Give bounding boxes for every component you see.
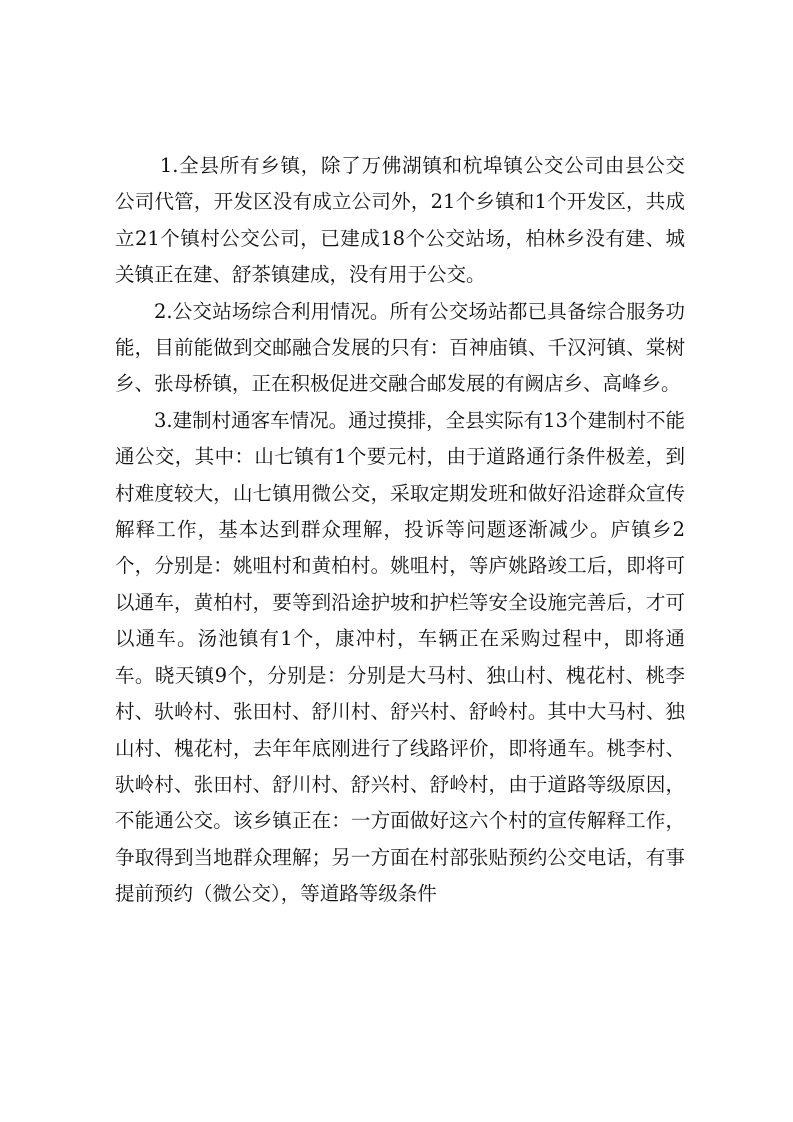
paragraph-2: 2.公交站场综合利用情况。所有公交场站都已具备综合服务功能，目前能做到交邮融合发展的只有：百神庙镇、千汉河镇、棠树乡、张母桥镇，正在积极促进交融合邮发展的有阙店乡、高峰乡。	[115, 299, 685, 396]
paragraph-3: 3.建制村通客车情况。通过摸排，全县实际有13个建制村不能通公交，其中：山七镇有1个要元村，由于道路通行条件极差，到村难度较大，山七镇用微公交，采取定期发班和做好沿途群众宣传解释工作，基本达到群众理解，投诉等问题逐渐减少。庐镇乡2个，分别是：姚咀村和黄柏村。姚咀村，等庐姚路竣工后，即将可以通车，黄柏村，要等到沿途护坡和护栏等安全设施完善后，才可以通车。汤池镇有1个，康冲村，车辆正在采购过程中，即将通车。晓天镇9个，分别是：分别是大马村、独山村、槐花村、桃李村、驮岭村、张田村、舒川村、舒兴村、舒岭村。其中大马村、独山村、槐花村，去年年底刚进行了线路评价，即将通车。桃李村、驮岭村、张田村、舒川村、舒兴村、舒岭村，由于道路等级原因，不能通公交。该乡镇正在：一方面做好这六个村的宣传解释工作，争取得到当地群众理解；另一方面在村部张贴预约公交电话，有事提前预约（微公交），等道路等级条件	[115, 408, 685, 906]
paragraph-1: 1.全县所有乡镇，除了万佛湖镇和杭埠镇公交公司由县公交公司代管，开发区没有成立公司外，21个乡镇和1个开发区，共成立21个镇村公交公司，已建成18个公交站场，柏林乡没有建、城关镇正在建、舒茶镇建成，没有用于公交。	[115, 154, 685, 287]
document-body	[115, 148, 685, 913]
